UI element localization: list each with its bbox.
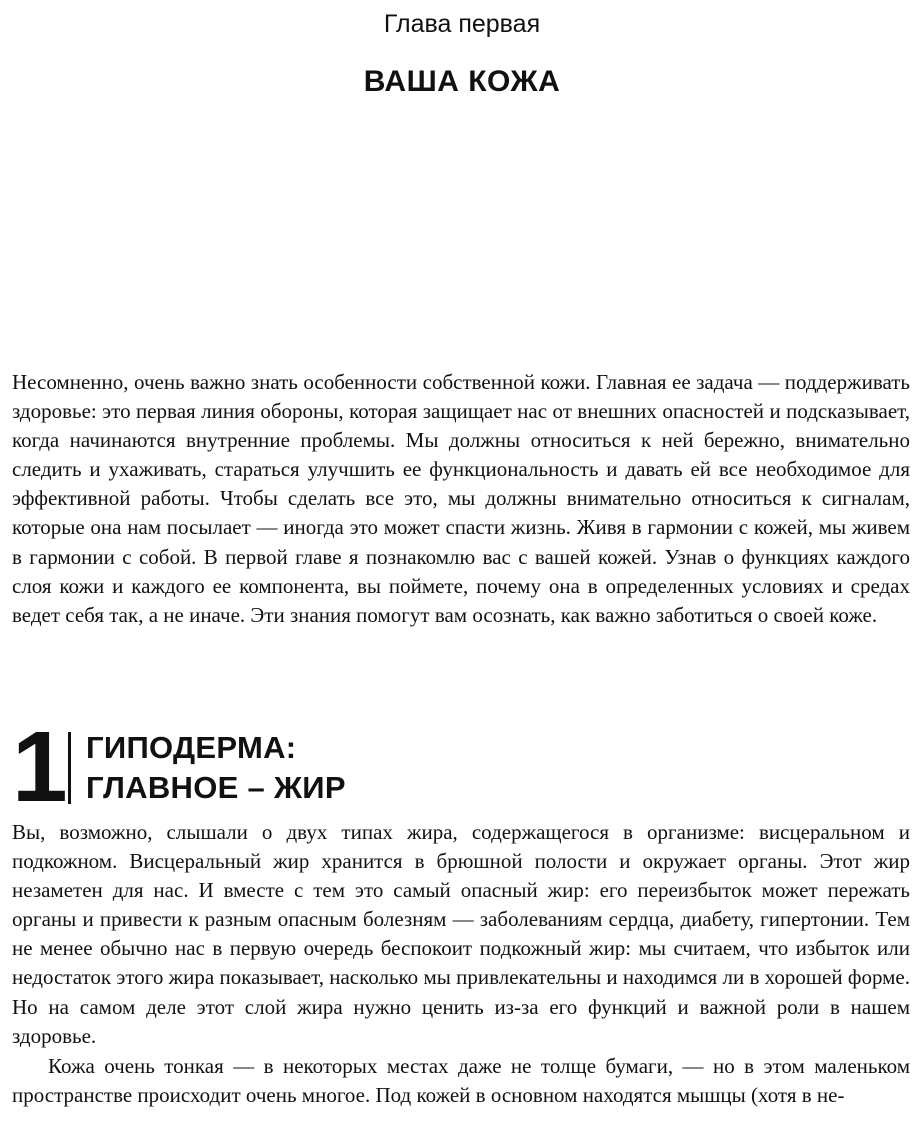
section-number: 1	[12, 711, 66, 823]
body-paragraph-2: Кожа очень тонкая — в некоторых местах даже не толще бумаги, — но в этом маленьком пространстве происходит очень многое. Под кожей в основном находятся мышцы (хотя в не-	[12, 1054, 910, 1108]
section-heading-line-1: ГИПОДЕРМА:	[86, 730, 297, 765]
section-heading	[86, 728, 346, 808]
chapter-title: ВАША КОЖА	[363, 65, 561, 98]
section-header	[12, 711, 910, 823]
chapter-label: Глава первая	[383, 10, 541, 38]
body-paragraph-1: Вы, возможно, слышали о двух типах жира, содержащегося в организме: висцеральном и подкожном. Висцеральный жир хранится в брюшной полости и окружает органы. Этот жир незаметен для нас. И вместе с тем это самый опасный жир: его переизбыток может пережать органы и привести к разным опасным болезням — заболеваниям сердца, диабету, гипертонии. Тем не менее обычно нас в первую очередь беспокоит подкожный жир: мы считаем, что избыток или недостаток этого жира показывает, насколько мы привлекательны и находимся ли в хорошей форме. Но на самом деле этот слой жира нужно ценить из-за его функций и важной роли в нашем здоровье.	[12, 820, 910, 1048]
intro-paragraph: Несомненно, очень важно знать особенности собственной кожи. Главная ее задача — поддерживать здоровье: это первая линия обороны, которая защищает нас от внешних опасностей и подсказывает, когда начинаются внутренние проблемы. Мы должны относиться к ней бережно, внимательно следить и ухаживать, стараться улучшить ее функциональность и давать ей все необходимое для эффективной работы. Чтобы сделать все это, мы должны внимательно относиться к сигналам, которые она нам посылает — иногда это может спасти жизнь. Живя в гармонии с кожей, мы живем в гармонии с собой. В первой главе я познакомлю вас с вашей кожей. Узнав о функциях каждого слоя кожи и каждого ее компонента, вы поймете, почему она в определенных условиях и средах ведет себя так, а не иначе. Эти знания помогут вам осознать, как важно заботиться о своей коже.	[12, 370, 910, 627]
section-heading-line-2: ГЛАВНОЕ – ЖИР	[86, 770, 346, 805]
section-divider	[68, 732, 71, 804]
